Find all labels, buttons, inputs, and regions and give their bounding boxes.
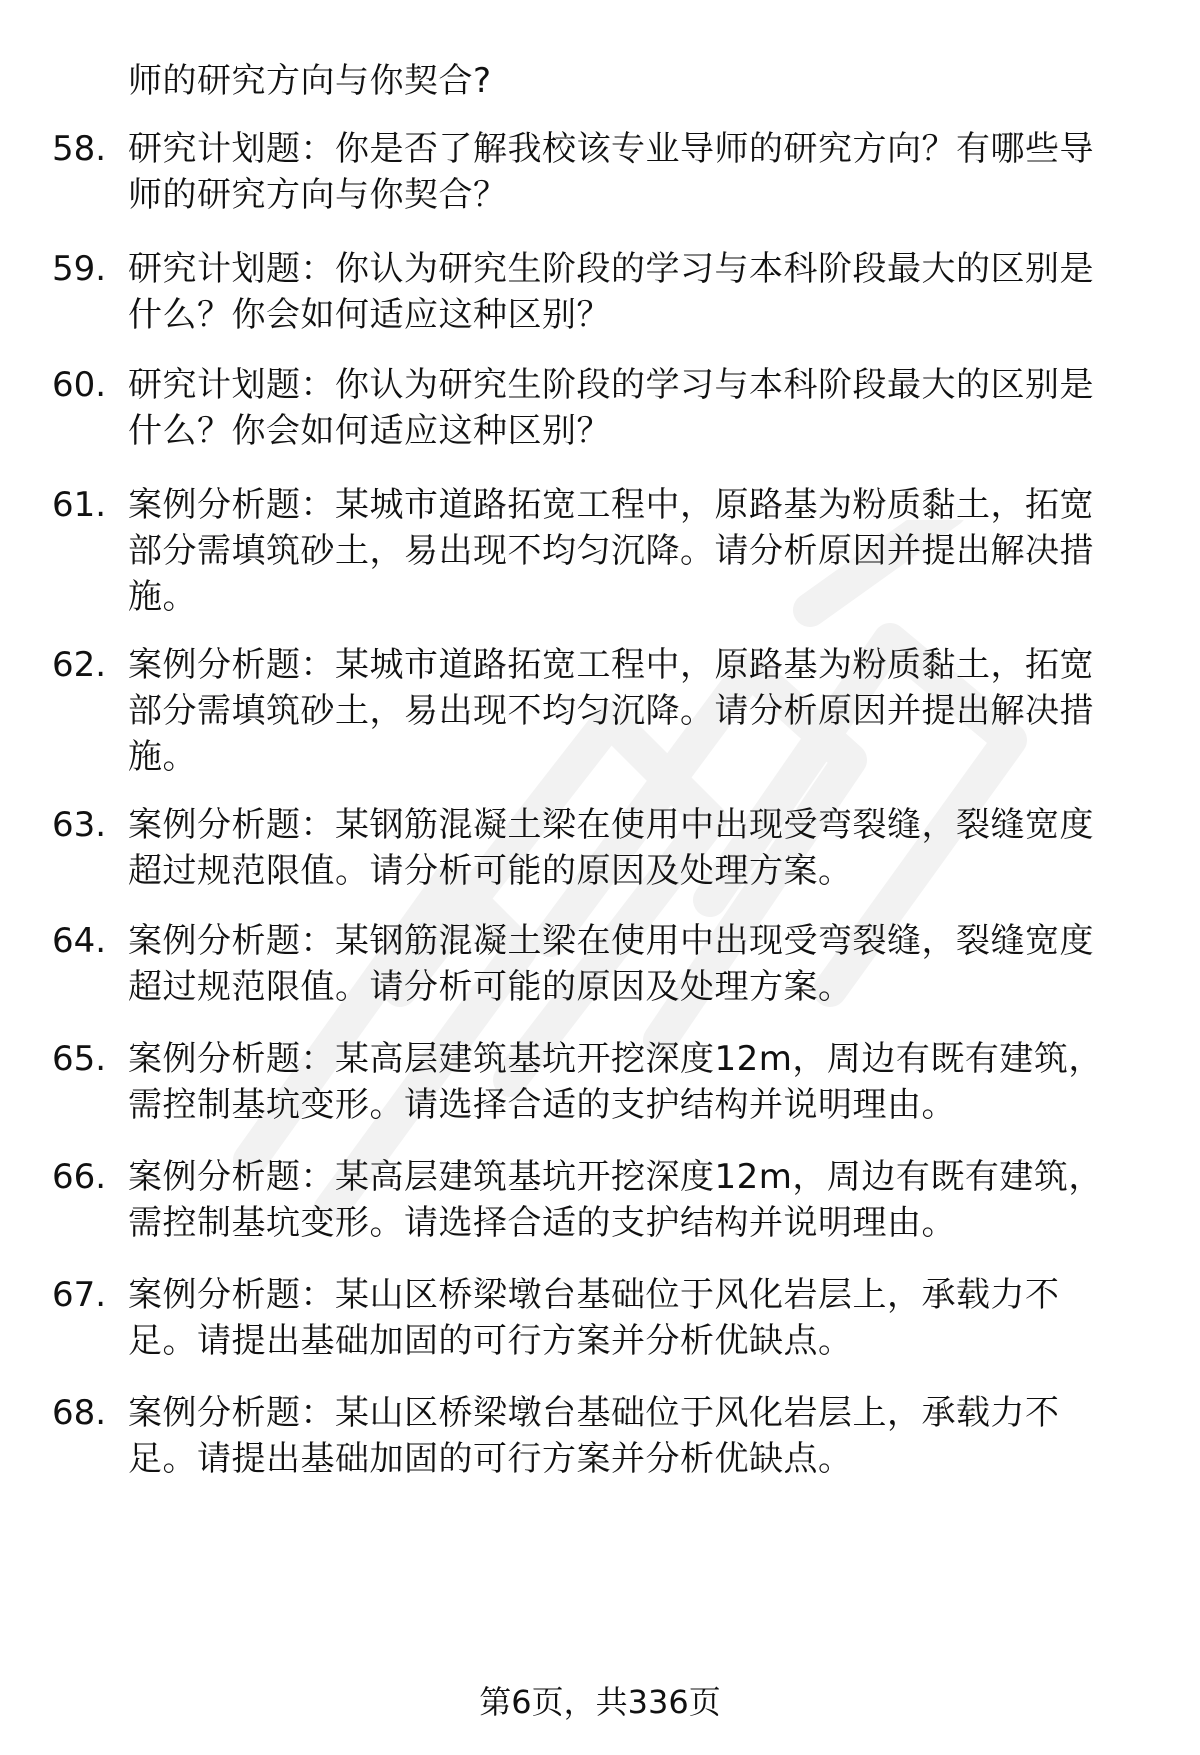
question-line: 超过规范限值。请分析可能的原因及处理方案。 [128, 851, 853, 891]
question-line: 案例分析题：某城市道路拓宽工程中，原路基为粉质黏土，拓宽 [128, 645, 1094, 685]
question-line: 需控制基坑变形。请选择合适的支护结构并说明理由。 [128, 1085, 956, 1125]
question-line: 足。请提出基础加固的可行方案并分析优缺点。 [128, 1321, 853, 1361]
question-number: 65. [52, 1039, 107, 1079]
question-text [128, 362, 1128, 454]
question-number: 67. [52, 1275, 107, 1315]
question-line: 案例分析题：某高层建筑基坑开挖深度12m，周边有既有建筑， [128, 1039, 1103, 1079]
question-line: 案例分析题：某钢筋混凝土梁在使用中出现受弯裂缝，裂缝宽度 [128, 805, 1094, 845]
question-line: 足。请提出基础加固的可行方案并分析优缺点。 [128, 1439, 853, 1479]
question-number: 66. [52, 1157, 107, 1197]
question-line: 部分需填筑砂土，易出现不均匀沉降。请分析原因并提出解决措 [128, 531, 1094, 571]
question-number: 62. [52, 645, 107, 685]
question-line: 需控制基坑变形。请选择合适的支护结构并说明理由。 [128, 1203, 956, 1243]
question-text [128, 1154, 1128, 1246]
question-text [128, 1272, 1128, 1364]
question-number: 60. [52, 365, 107, 405]
question-line: 部分需填筑砂土，易出现不均匀沉降。请分析原因并提出解决措 [128, 691, 1094, 731]
question-number: 64. [52, 921, 107, 961]
page-footer: 第6页，共336页 [479, 1683, 721, 1721]
question-line: 师的研究方向与你契合？ [128, 175, 508, 215]
question-text [128, 642, 1128, 780]
question-line: 研究计划题：你认为研究生阶段的学习与本科阶段最大的区别是 [128, 249, 1094, 289]
question-text [128, 802, 1128, 894]
question-number: 61. [52, 485, 107, 525]
question-text [128, 246, 1128, 338]
question-number: 68. [52, 1393, 107, 1433]
question-text [128, 1036, 1128, 1128]
question-line: 施。 [128, 737, 197, 777]
question-line: 案例分析题：某山区桥梁墩台基础位于风化岩层上，承载力不 [128, 1393, 1060, 1433]
question-line: 案例分析题：某高层建筑基坑开挖深度12m，周边有既有建筑， [128, 1157, 1103, 1197]
question-line: 超过规范限值。请分析可能的原因及处理方案。 [128, 967, 853, 1007]
question-line: 什么？你会如何适应这种区别？ [128, 295, 611, 335]
question-line: 什么？你会如何适应这种区别？ [128, 411, 611, 451]
question-line: 研究计划题：你认为研究生阶段的学习与本科阶段最大的区别是 [128, 365, 1094, 405]
question-line: 研究计划题：你是否了解我校该专业导师的研究方向？有哪些导 [128, 129, 1094, 169]
question-number: 58. [52, 129, 107, 169]
question-text [128, 918, 1128, 1010]
question-text [128, 1390, 1128, 1482]
continued-question-text: 师的研究方向与你契合? [128, 61, 492, 101]
question-text [128, 482, 1128, 620]
question-line: 案例分析题：某城市道路拓宽工程中，原路基为粉质黏土，拓宽 [128, 485, 1094, 525]
question-line: 案例分析题：某钢筋混凝土梁在使用中出现受弯裂缝，裂缝宽度 [128, 921, 1094, 961]
question-text [128, 126, 1128, 218]
question-number: 59. [52, 249, 107, 289]
question-number: 63. [52, 805, 107, 845]
question-line: 施。 [128, 577, 197, 617]
question-line: 案例分析题：某山区桥梁墩台基础位于风化岩层上，承载力不 [128, 1275, 1060, 1315]
